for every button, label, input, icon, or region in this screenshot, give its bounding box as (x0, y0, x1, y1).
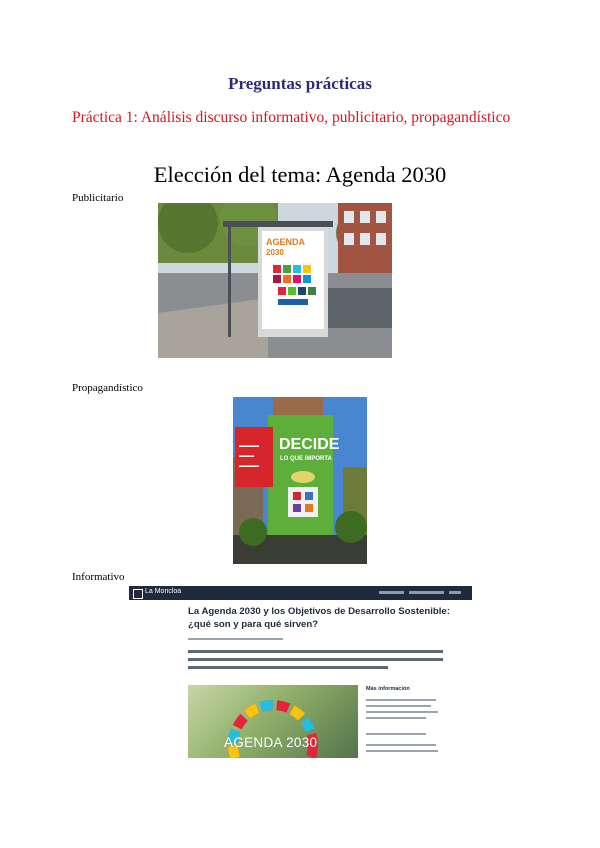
thumbnail-caption: AGENDA 2030 (224, 735, 318, 750)
agenda-2030-thumbnail (188, 685, 358, 758)
label-informativo: Informativo (72, 571, 125, 583)
svg-text:▬▬▬▬: ▬▬▬▬ (239, 463, 259, 469)
news-article-screenshot (129, 586, 472, 758)
bus-stop-poster-image (158, 203, 392, 358)
bus-stop-scene (158, 203, 392, 358)
svg-text:▬▬▬: ▬▬▬ (239, 453, 254, 459)
page-title: Preguntas prácticas (228, 74, 372, 93)
site-header (129, 586, 472, 600)
label-propagandistico: Propagandístico (72, 382, 143, 394)
article-headline: La Agenda 2030 y los Objetivos de Desarrollo Sostenible: ¿qué son y para qué sirven? (188, 606, 450, 630)
campaign-banner-image (233, 397, 367, 564)
sidebar-title: Más información (366, 686, 410, 692)
label-publicitario: Publicitario (72, 192, 124, 204)
svg-text:▬▬▬▬: ▬▬▬▬ (239, 443, 259, 449)
site-name: La Moncloa (145, 588, 182, 595)
practice-heading: Práctica 1: Análisis discurso informativo, publicitario, propagandístico (72, 109, 511, 126)
topic-heading: Elección del tema: Agenda 2030 (153, 162, 447, 187)
site-logo-icon (133, 589, 143, 599)
poster-year: 2030 (266, 248, 284, 257)
banner-sub: LO QUE IMPORTA (280, 456, 332, 462)
banner-word: DECIDE (279, 436, 340, 453)
poster-title: AGENDA (266, 237, 306, 247)
building-banner-scene (233, 397, 367, 564)
